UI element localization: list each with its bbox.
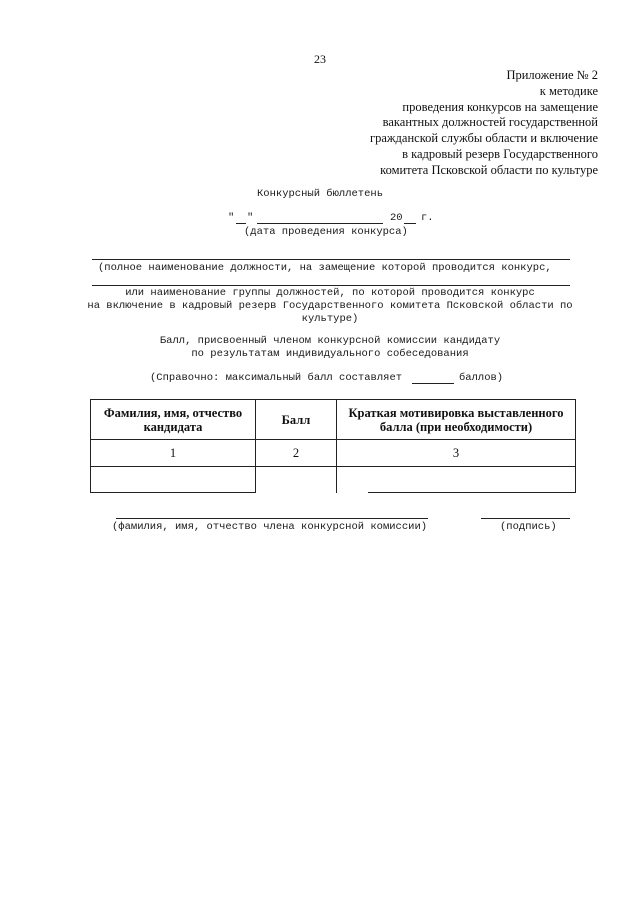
position-blank [92,259,570,260]
score-heading [80,335,580,361]
header-candidate-name: Фамилия, имя, отчество кандидата [103,405,243,434]
column-number-3: 3 [452,446,460,460]
group-caption-line: на включение в кадровый резерв Государственного комитета Псковской области по [87,300,573,312]
appendix-line: комитета Псковской области по культуре [380,162,598,177]
date-day-blank [236,223,246,224]
header-justification: Краткая мотивировка выставленного балла (при необходимости) [348,405,564,434]
page-number: 23 [314,52,326,66]
column-number-1: 1 [169,446,177,460]
appendix-header [298,68,598,179]
table-border-bottom [368,492,576,493]
table-row-divider [90,466,576,467]
date-year-blank [404,223,416,224]
member-name-caption: (фамилия, имя, отчество члена конкурсной комиссии) [112,521,428,533]
reference-suffix: баллов) [459,372,504,384]
group-caption [80,287,580,326]
appendix-line: к методике [539,83,598,98]
max-score-blank [412,383,454,384]
column-number-2: 2 [292,446,300,460]
score-heading-line: по результатам индивидуального собеседования [191,348,469,360]
date-year-prefix: 20 [390,212,403,224]
appendix-line: вакантных должностей государственной [382,115,598,130]
score-heading-line: Балл, присвоенный членом конкурсной комиссии кандидату [159,335,501,347]
date-quote-open: " [228,212,235,224]
date-quote-close: " [247,212,254,224]
table-border-bottom [90,492,256,493]
position-caption: (полное наименование должности, на замещение которой проводится конкурс, [98,262,552,274]
appendix-line: гражданской службы области и включение [370,131,598,146]
ballot-title: Конкурсный бюллетень [256,188,384,200]
date-caption: (дата проведения конкурса) [244,226,408,238]
date-month-blank [257,223,383,224]
group-blank [92,285,570,286]
date-year-suffix: г. [421,212,434,224]
appendix-line: в кадровый резерв Государственного [402,146,598,161]
signature-caption: (подпись) [500,521,557,533]
appendix-line: проведения конкурсов на замещение [402,99,598,114]
reference-prefix: (Справочно: максимальный балл составляет [150,372,403,384]
signature-blank [481,518,570,519]
table-border-right [575,399,576,493]
group-caption-line: или наименование группы должностей, по которой проводится конкурс [125,287,535,299]
appendix-line: Приложение № 2 [506,68,598,82]
group-caption-line: культуре) [301,313,359,325]
member-name-blank [116,518,428,519]
header-score: Балл [281,412,311,427]
